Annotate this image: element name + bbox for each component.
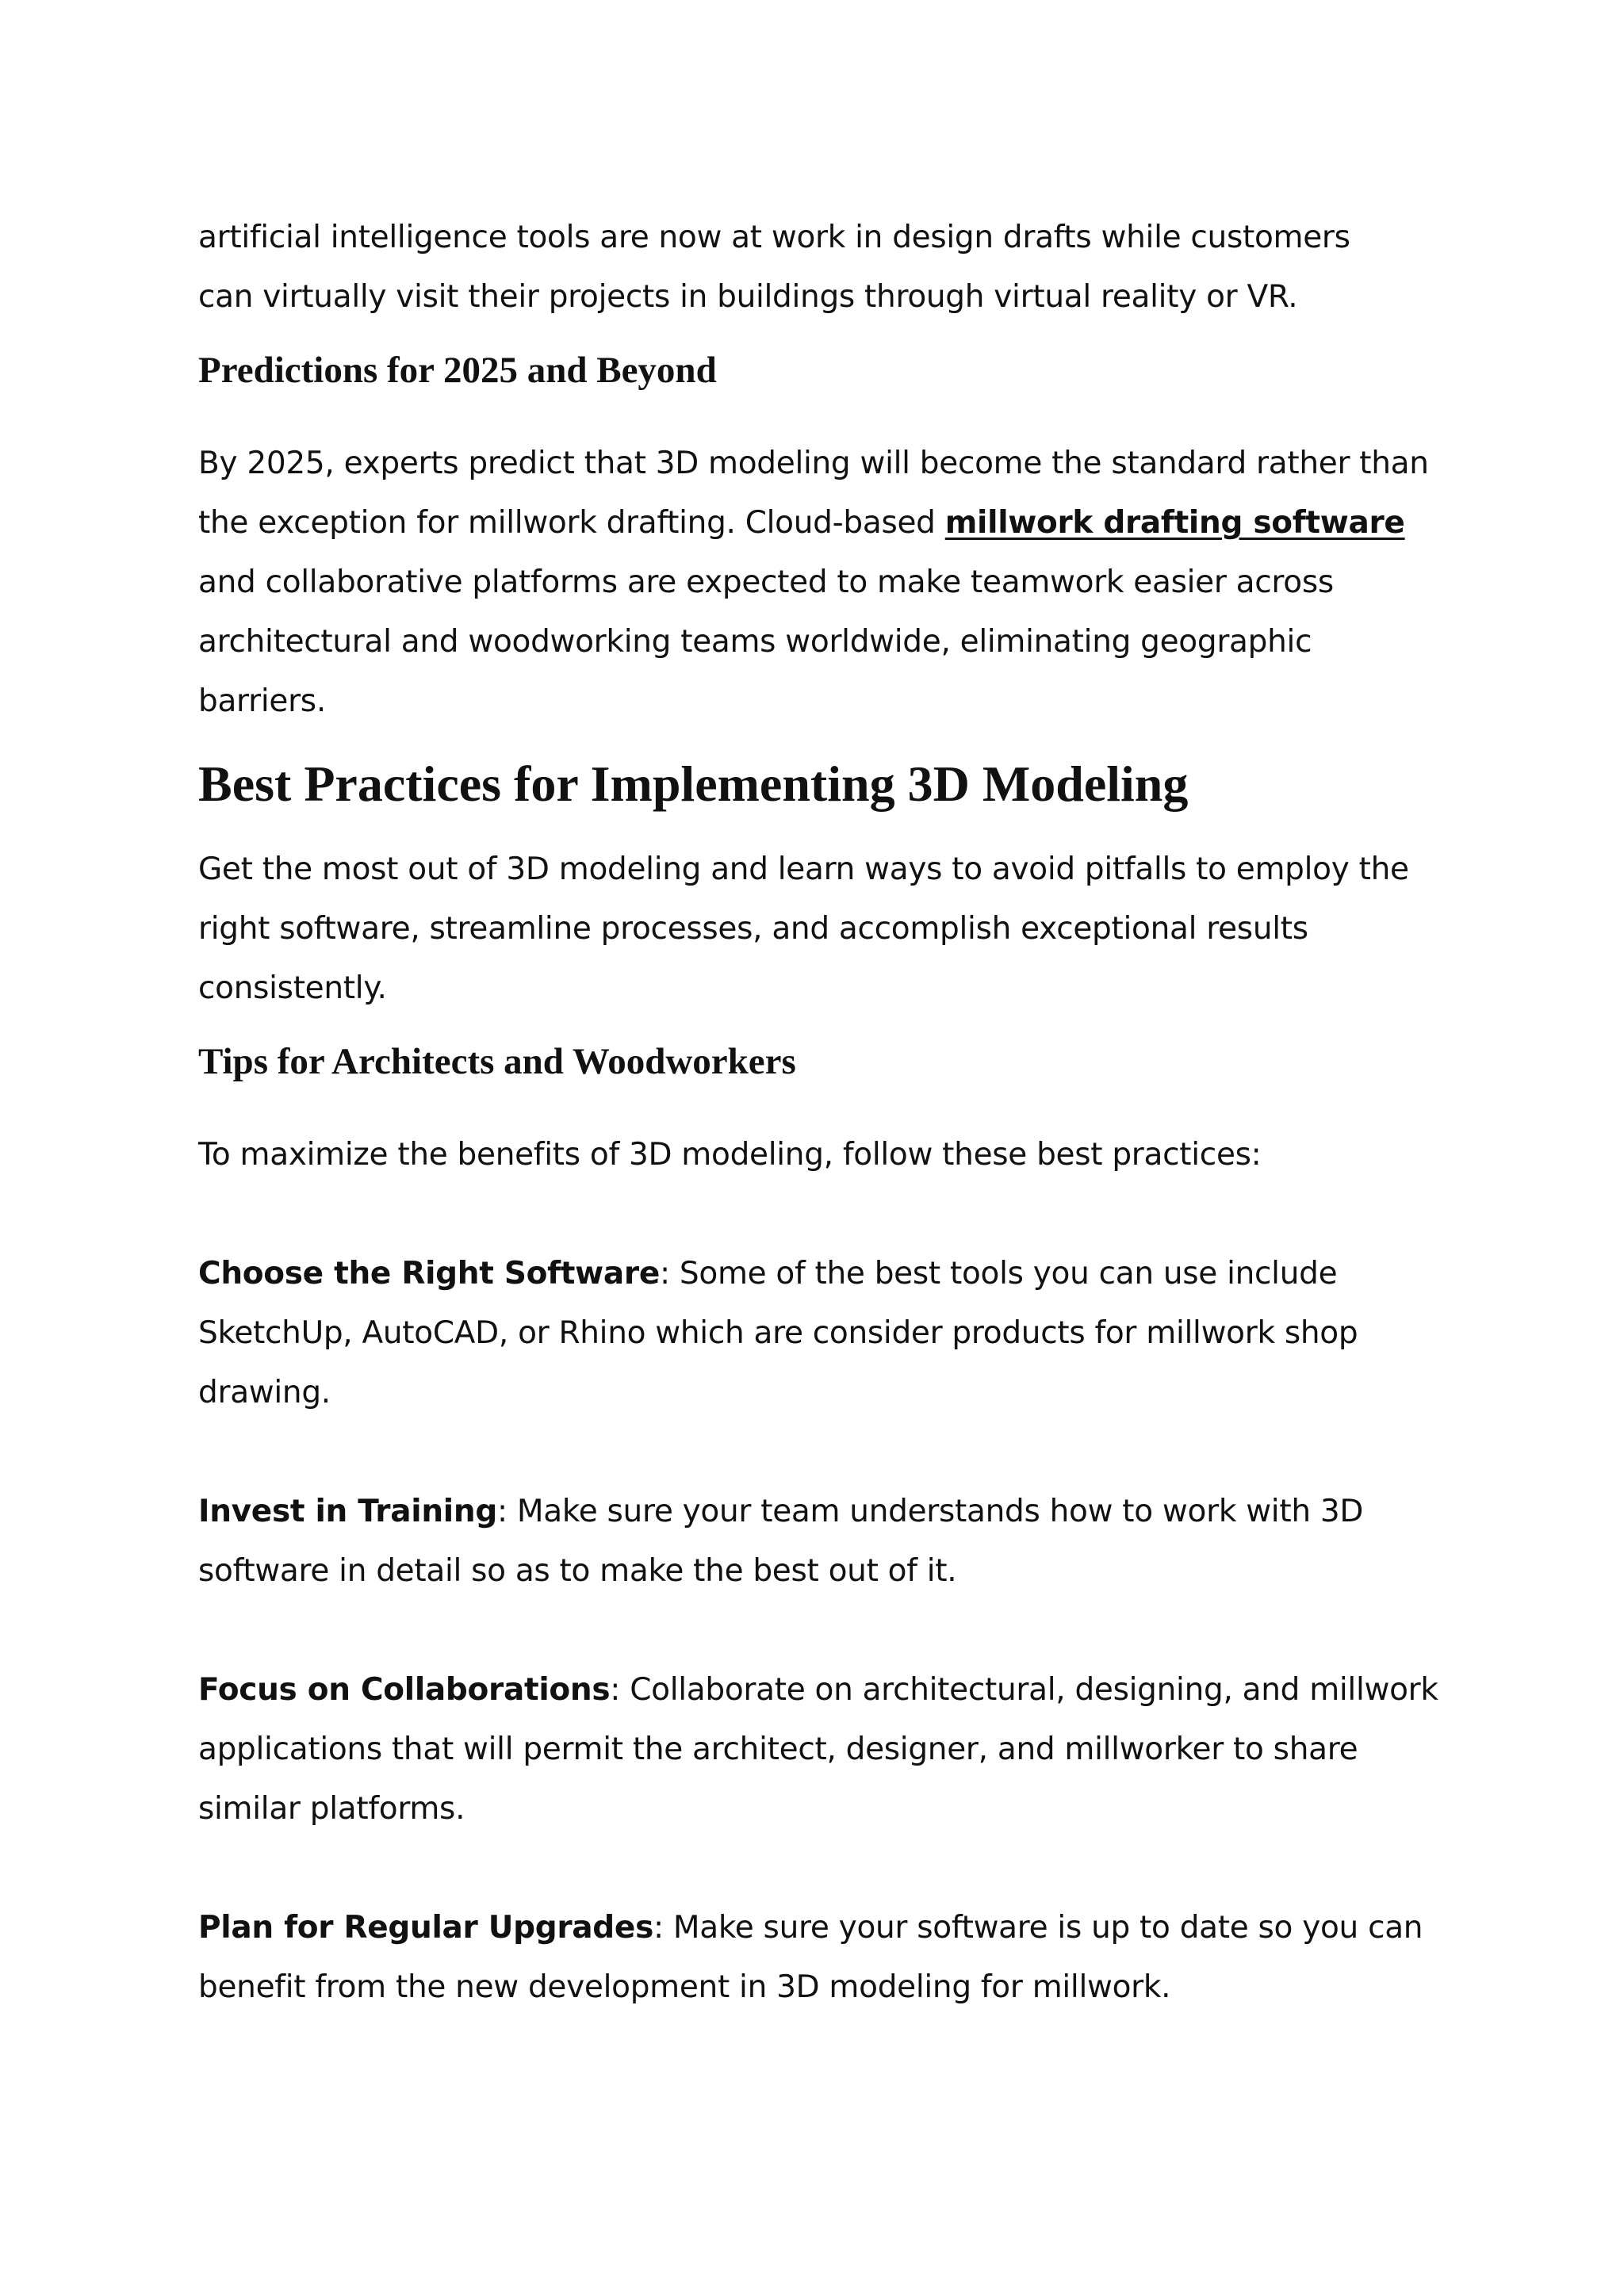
tip-text: : Collaborate on architectural, designing, and millwork applications that will permit the architect, designer, and millworker to share similar platforms. (198, 1672, 1438, 1827)
tip-title: Plan for Regular Upgrades (198, 1910, 653, 1946)
millwork-drafting-software-link[interactable]: millwork drafting software (944, 505, 1405, 541)
tip-text: : Some of the best tools you can use include SketchUp, AutoCAD, or Rhino which are consider products for millwork shop drawing. (198, 1256, 1358, 1410)
tip-title: Focus on Collaborations (198, 1672, 611, 1708)
tips-intro: To maximize the benefits of 3D modeling, follow these best practices: (198, 1137, 1262, 1173)
intro-paragraph: artificial intelligence tools are now at work in design drafts while customers can virtually visit their projects in buildings through virtual reality or VR. (198, 220, 1350, 315)
tip-item-choose-software (198, 1244, 1411, 1422)
tip-text: : Make sure your software is up to date so you can benefit from the new development in 3D modeling for millwork. (198, 1910, 1423, 2005)
page-content (198, 208, 1438, 2017)
tips-heading: Tips for Architects and Woodworkers (198, 1041, 796, 1082)
best-practices-paragraph: Get the most out of 3D modeling and learn ways to avoid pitfalls to employ the right software, streamline processes, and accomplish exceptional results consistently. (198, 851, 1409, 1006)
predictions-paragraph (198, 434, 1443, 731)
predictions-text-before-link: By 2025, experts predict that 3D modeling will become the standard rather than the exception for millwork drafting. Cloud-based (198, 446, 1429, 541)
predictions-text-after-link: and collaborative platforms are expected to make teamwork easier across architectural and woodworking teams worldwide, eliminating geographic barriers. (198, 564, 1334, 719)
tip-item-focus-collaborations (198, 1660, 1451, 1839)
tip-title: Invest in Training (198, 1494, 497, 1529)
predictions-heading: Predictions for 2025 and Beyond (198, 350, 717, 391)
tip-title: Choose the Right Software (198, 1256, 660, 1292)
best-practices-heading: Best Practices for Implementing 3D Modeling (198, 756, 1189, 812)
tip-item-invest-training (198, 1482, 1388, 1601)
tip-item-plan-upgrades (198, 1898, 1435, 2017)
tip-text: : Make sure your team understands how to work with 3D software in detail so as to make the best out of it. (198, 1494, 1364, 1589)
